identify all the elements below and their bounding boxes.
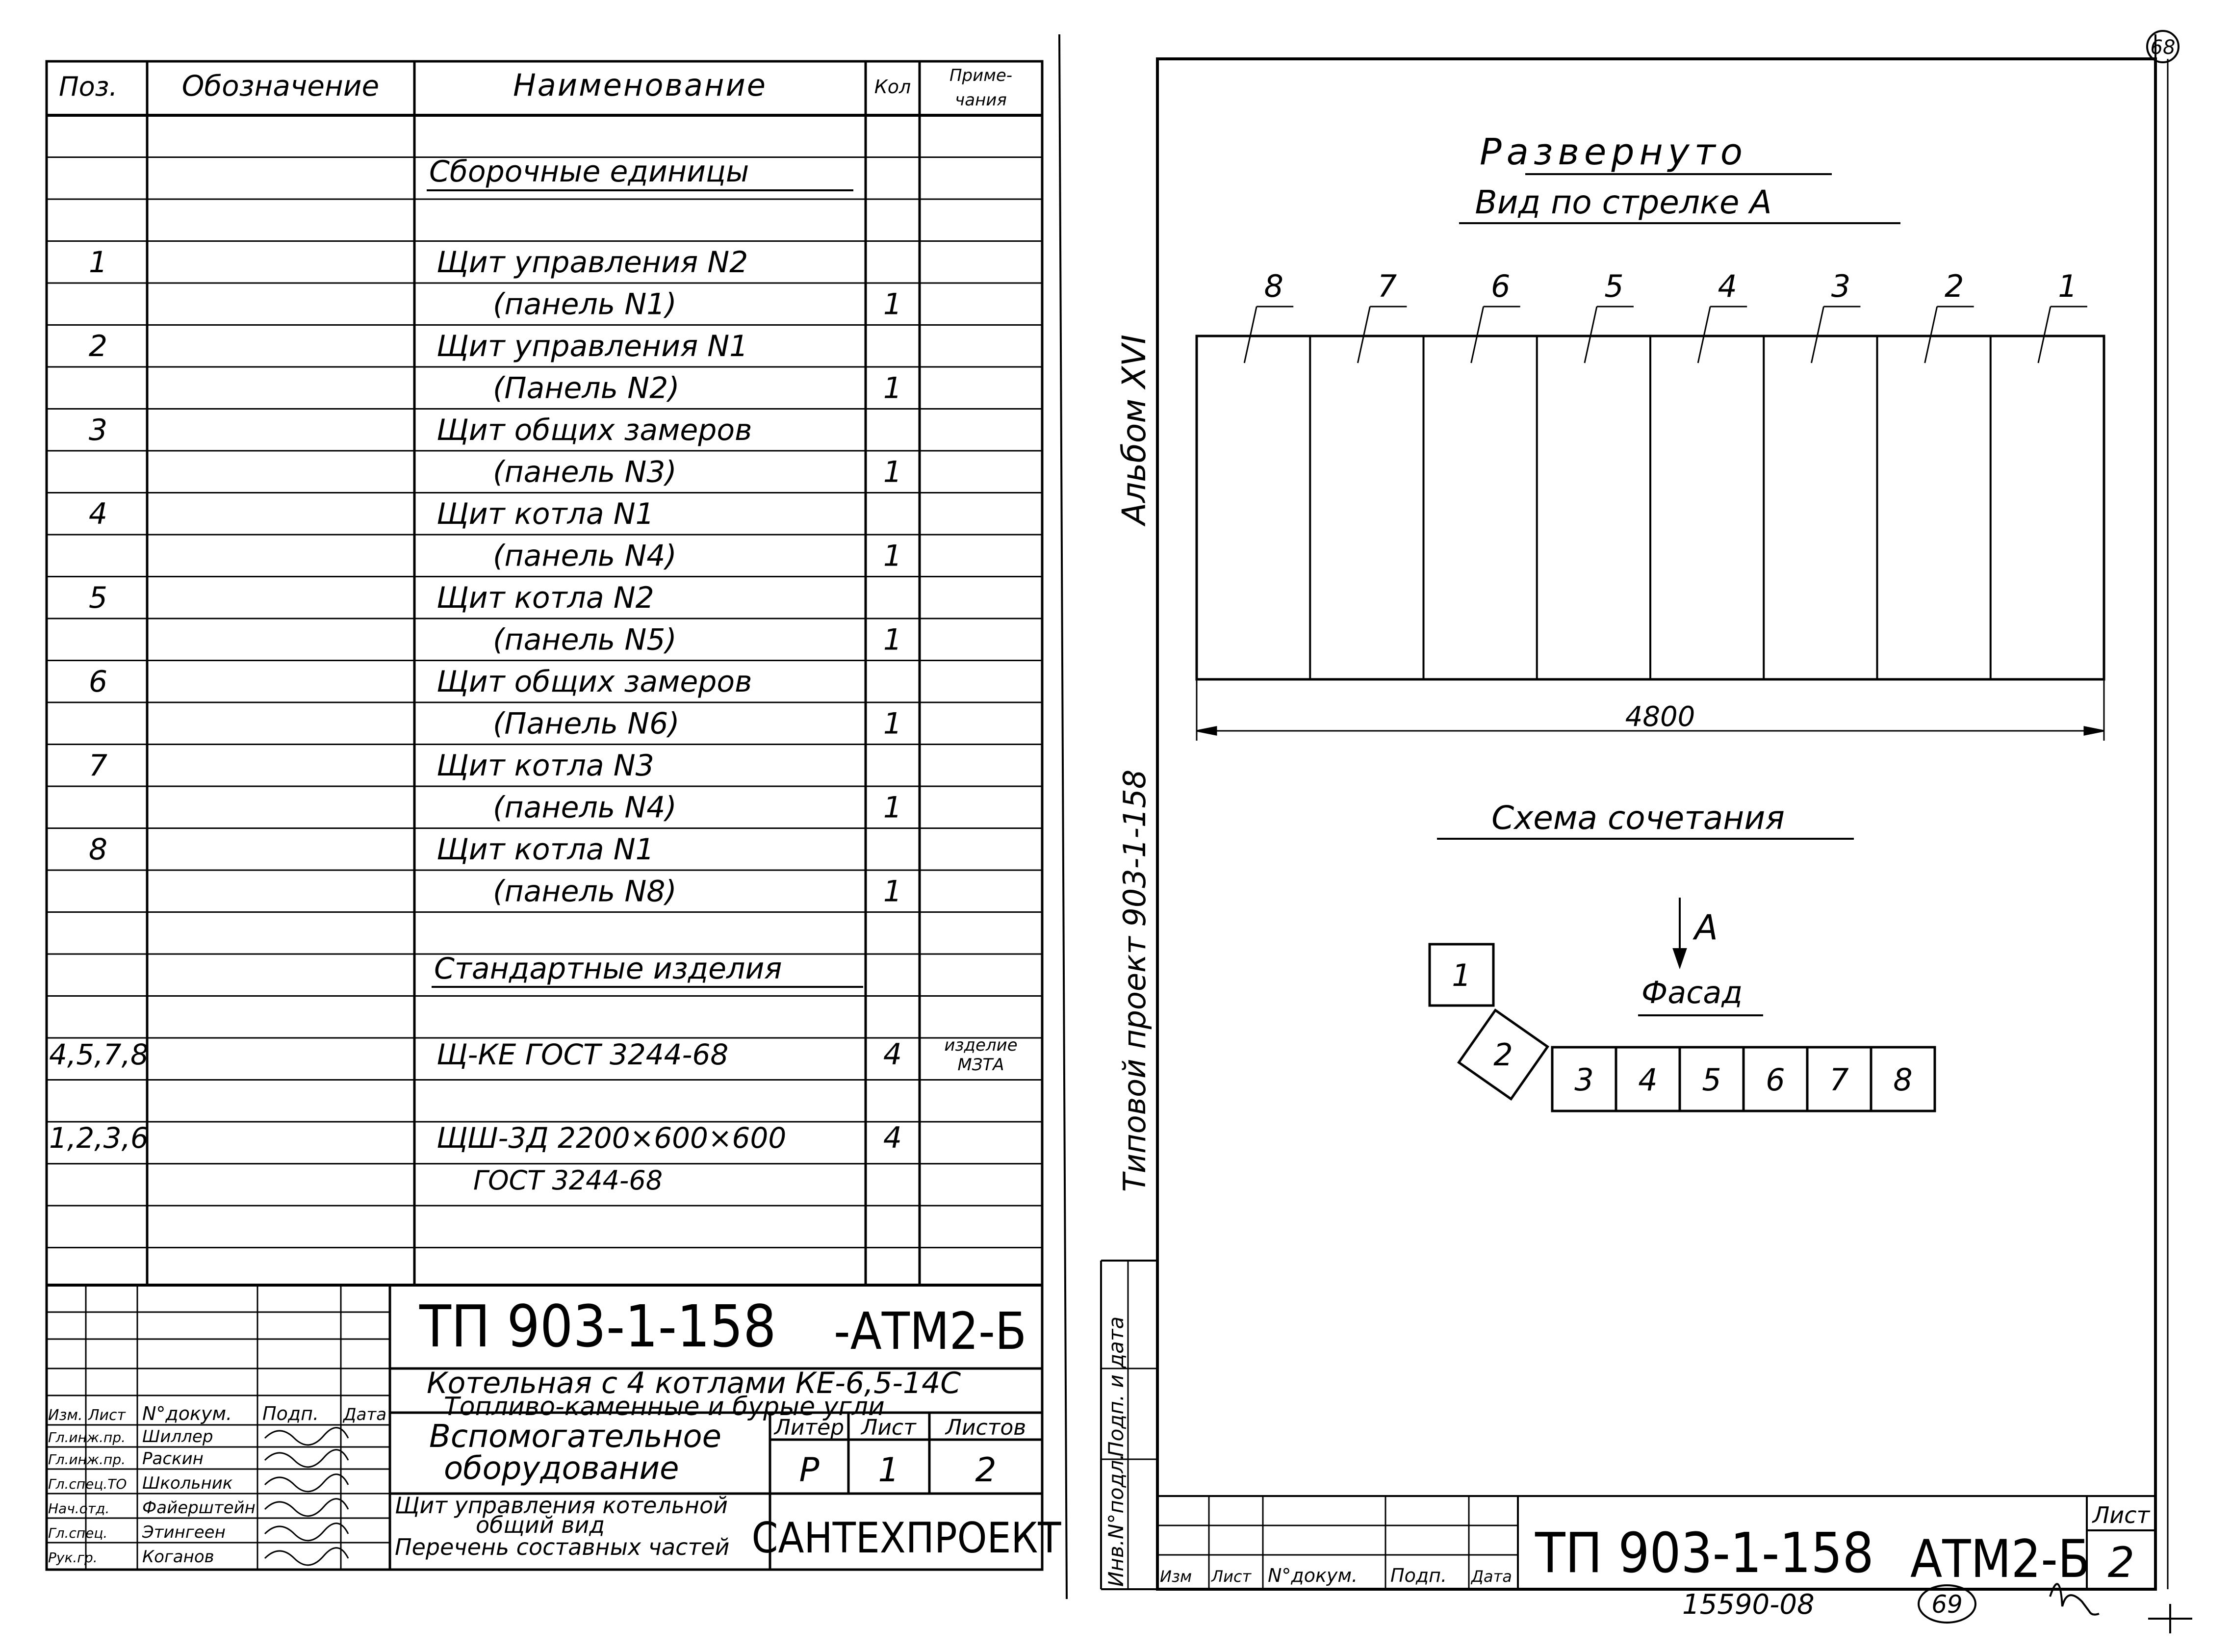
corner-number: 68 (2150, 36, 2176, 59)
row-name: Щит управления N2 (436, 245, 748, 280)
row-name: (панель N4) (493, 790, 677, 825)
signature-mark (265, 1548, 348, 1565)
header-name: Наименование (513, 67, 767, 103)
row-qty: 1 (883, 371, 902, 406)
bottom-circle-number: 69 (1931, 1590, 1963, 1619)
std-row-qty: 4 (883, 1037, 902, 1072)
signature-role: Гл.инж.пр. (48, 1451, 126, 1468)
signature-name: Школьник (142, 1473, 233, 1493)
drawing-subtitle: Вид по стрелке А (1475, 183, 1772, 221)
litera-value: Р (799, 1451, 820, 1490)
signature-name: Файерштейн (142, 1498, 256, 1518)
scheme-box-label: 5 (1702, 1062, 1721, 1098)
signature-mark (265, 1450, 348, 1467)
left-doc-code: ТП 903-1-158 (419, 1292, 776, 1360)
std-row-name: ГОСТ 3244-68 (473, 1165, 663, 1196)
panel-label: 8 (1264, 268, 1283, 304)
row-qty: 1 (883, 622, 902, 657)
listov-value: 2 (975, 1451, 997, 1490)
row-pos: 5 (88, 581, 108, 615)
drawing-title: Развернуто (1480, 131, 1747, 173)
row-name: (Панель N2) (493, 371, 680, 406)
row-qty: 1 (883, 455, 902, 490)
row-name: (панель N5) (493, 622, 677, 657)
left-col-izm: Изм. (48, 1407, 83, 1424)
std-row-note: МЗТА (957, 1055, 1004, 1075)
row-pos: 8 (88, 832, 108, 867)
scheme-box-label: 8 (1893, 1062, 1913, 1098)
project-line-2: Топливо-каменные и бурые угли (444, 1392, 885, 1421)
stage-title-1: Вспомогательное (429, 1419, 722, 1455)
signature-name: Раскин (142, 1449, 204, 1469)
signature-mark (265, 1474, 348, 1492)
litera-label: Литер (774, 1415, 845, 1440)
scheme-box-label: 7 (1829, 1062, 1849, 1098)
row-name: (Панель N6) (493, 706, 680, 741)
left-col-ndoc: N°докум. (142, 1403, 232, 1424)
std-row-pos: 1,2,3,6 (49, 1121, 149, 1155)
scheme-box-label: 4 (1638, 1062, 1658, 1098)
signature-role: Гл.инж.пр. (48, 1429, 126, 1446)
scheme-box-label: 6 (1766, 1062, 1785, 1098)
left-col-podp: Подп. (262, 1403, 319, 1424)
right-col-podp: Подп. (1390, 1565, 1447, 1586)
header-notes (949, 66, 1012, 85)
right-list-value: 2 (2107, 1538, 2135, 1587)
sheet-divider (1059, 34, 1067, 1599)
facade-label: Фасад (1641, 975, 1743, 1010)
row-qty: 1 (883, 539, 902, 573)
signature-role: Нач.отд. (48, 1500, 110, 1517)
signature-name: Шиллер (142, 1427, 213, 1446)
scheme-box-label: 3 (1574, 1062, 1594, 1098)
row-pos: 3 (88, 413, 108, 447)
right-col-data: Дата (1471, 1567, 1512, 1586)
row-pos: 6 (88, 665, 108, 699)
project-line-1: Котельная с 4 котлами КЕ-6,5-14С (427, 1366, 961, 1400)
row-name: Щит управления N1 (436, 329, 748, 363)
std-row-pos: 4,5,7,8 (49, 1038, 149, 1071)
right-doc-code: ТП 903-1-158 (1535, 1522, 1874, 1585)
row-qty: 1 (883, 790, 902, 825)
dimension-value: 4800 (1625, 701, 1695, 733)
right-col-ndoc: N°докум. (1268, 1565, 1358, 1586)
row-qty: 1 (883, 874, 902, 909)
sign-date-label: Подп. и дата (1104, 1316, 1128, 1457)
row-name: Щит общих замеров (436, 413, 752, 447)
std-row-name: Щ-КЕ ГОСТ 3244-68 (436, 1038, 729, 1071)
header-notes-line: Приме- (949, 66, 1013, 85)
row-pos: 4 (88, 497, 108, 531)
panel-label: 4 (1718, 268, 1737, 304)
list-label: Лист (861, 1415, 916, 1440)
section-assembly: Сборочные единицы (429, 155, 749, 189)
row-name: Щит общих замеров (436, 665, 752, 699)
panel-label: 6 (1490, 268, 1511, 304)
left-col-data: Дата (343, 1405, 387, 1424)
signature-role: Гл.спец.ТО (48, 1476, 127, 1492)
stage-title-2: оборудование (444, 1450, 679, 1487)
row-pos: 1 (88, 245, 108, 280)
header-qty: Кол (874, 76, 911, 98)
row-name: (панель N4) (493, 539, 677, 573)
right-list-label: Лист (2092, 1502, 2150, 1528)
row-pos: 2 (88, 329, 108, 363)
row-name: (панель N3) (493, 455, 677, 490)
header-designation: Обозначение (181, 69, 380, 103)
left-doc-suffix: -АТМ2-Б (834, 1301, 1027, 1361)
scheme-title: Схема сочетания (1491, 799, 1785, 837)
signature-mark (265, 1523, 348, 1541)
list-value: 1 (878, 1451, 899, 1490)
signature-name: Этингеен (142, 1523, 226, 1542)
signature-mark (265, 1499, 348, 1516)
row-name: (панель N1) (493, 287, 677, 322)
row-qty: 1 (883, 287, 902, 322)
row-pos: 7 (88, 749, 108, 783)
panel-label: 5 (1604, 268, 1624, 304)
sheet-title-1: Щит управления котельной (395, 1492, 728, 1519)
left-col-list: Лист (88, 1407, 126, 1424)
row-name: Щит котла N2 (436, 581, 654, 615)
std-row-name: ЩШ-3Д 2200×600×600 (436, 1121, 787, 1155)
right-col-list: Лист (1211, 1567, 1252, 1586)
row-name: Щит котла N3 (436, 749, 654, 783)
section-standard: Стандартные изделия (434, 952, 782, 986)
row-name: Щит котла N1 (436, 497, 654, 531)
inv-no-label: Инв.N°подл. (1104, 1453, 1128, 1587)
bottom-code: 15590-08 (1682, 1589, 1815, 1621)
scheme-box-label: 1 (1452, 957, 1471, 993)
view-arrow (1674, 898, 1686, 966)
sheet-title-3: Перечень составных частей (395, 1534, 730, 1560)
panel-label: 7 (1377, 268, 1397, 304)
row-name: Щит котла N1 (436, 832, 654, 867)
right-doc-suffix: АТМ2-Б (1910, 1529, 2090, 1589)
row-qty: 1 (883, 706, 902, 741)
std-row-qty: 4 (883, 1121, 902, 1155)
signature-role: Рук.гр. (48, 1549, 98, 1566)
org-name: САНТЕХПРОЕКТ (751, 1514, 1061, 1563)
project-side-label: Типовой проект 903-1-158 (1117, 769, 1153, 1192)
signature-role: Гл.спец. (48, 1525, 108, 1541)
signature-mark (265, 1428, 348, 1445)
album-label: Альбом XVI (1115, 335, 1153, 525)
signature-name: Коганов (142, 1547, 214, 1567)
panel-label: 2 (1944, 268, 1964, 304)
std-row-note: изделие (944, 1035, 1018, 1055)
sheet-title-2: общий вид (476, 1512, 605, 1538)
header-notes-line2: чания (955, 90, 1007, 110)
row-name: (панель N8) (493, 874, 677, 909)
listov-label: Листов (945, 1415, 1026, 1440)
arrow-label: А (1694, 907, 1718, 948)
header-pos: Поз. (59, 71, 118, 102)
scheme-box-label: 2 (1493, 1037, 1513, 1073)
panel-label: 1 (2058, 268, 2077, 304)
right-col-izm: Изм (1160, 1567, 1192, 1586)
panel-label: 3 (1831, 268, 1851, 304)
